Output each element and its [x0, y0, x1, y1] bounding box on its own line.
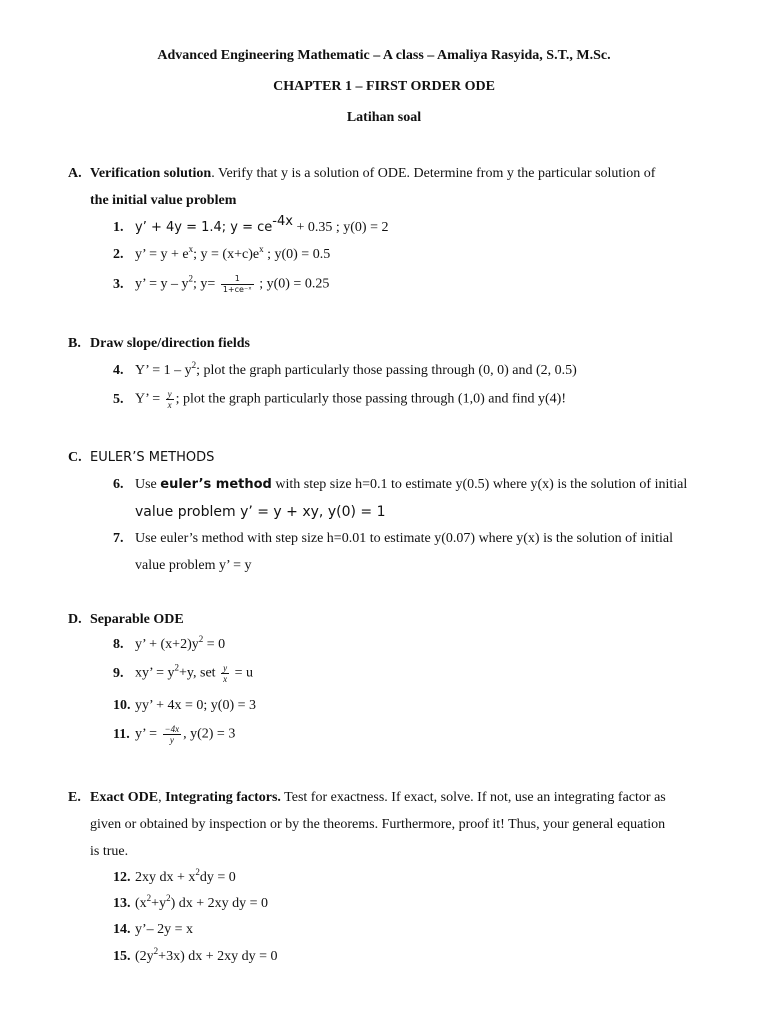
equation-text: 2xy dx + x: [135, 870, 196, 885]
equation-text: = u: [231, 665, 253, 681]
fraction: [221, 274, 254, 295]
problem-number: 2.: [113, 247, 124, 262]
superscript: 2: [146, 893, 152, 903]
equation-text: dy = 0: [199, 870, 236, 885]
problem-14: [113, 922, 193, 938]
chapter-title: CHAPTER 1 – FIRST ORDER ODE: [273, 79, 495, 94]
problem-text: with step size h=0.1 to estimate y(0.5) where y(x) is the solution of initial: [271, 477, 688, 492]
section-e-heading: [68, 790, 666, 806]
equation-text: +y: [151, 896, 167, 911]
problem-text: Use: [135, 477, 161, 492]
problem-13: [113, 893, 269, 912]
section-a-letter: A.: [68, 166, 82, 181]
equation-text: y’ = y + e: [135, 247, 189, 262]
equation-text: y’ = y – y: [135, 276, 189, 292]
page-subtitle: Latihan soal: [346, 110, 422, 125]
equation-text: ; y = (x+c)e: [193, 247, 260, 262]
fraction-numerator: 1: [221, 274, 254, 285]
superscript: x: [188, 244, 194, 254]
problem-7: [113, 531, 673, 547]
problem-text: Use euler’s method with step size h=0.01 to estimate y(0.07) where y(x) is the solution of initial: [135, 531, 673, 546]
problem-15: [113, 946, 278, 965]
problem-number: 1.: [113, 220, 124, 235]
equation-text: ) dx + 2xy dy = 0: [170, 896, 269, 911]
equation-text: ; y=: [193, 276, 219, 292]
problem-number: 11.: [113, 726, 130, 742]
equation-text: + 0.35 ; y(0) = 2: [292, 220, 389, 235]
fraction-denominator: x: [223, 674, 228, 684]
equation-text: xy’ = y: [135, 665, 175, 681]
problem-number: 12.: [113, 870, 131, 885]
section-b-title: Draw slope/direction fields: [90, 336, 250, 351]
superscript: 2: [188, 273, 194, 284]
equation-text: (x: [135, 896, 147, 911]
problem-7-line2: value problem y’ = y: [135, 558, 252, 573]
problem-number: 5.: [113, 391, 124, 407]
problem-number: 7.: [113, 531, 124, 546]
superscript: 2: [153, 946, 159, 956]
section-b-letter: B.: [68, 336, 81, 351]
problem-5: [113, 389, 566, 410]
superscript: 2: [195, 867, 200, 877]
problem-4: [113, 360, 577, 379]
problem-number: 15.: [113, 949, 131, 964]
problem-number: 13.: [113, 896, 131, 911]
problem-6: [113, 477, 687, 493]
problem-2: [113, 244, 331, 263]
section-e-letter: E.: [68, 790, 81, 805]
section-c-letter: C.: [68, 450, 82, 465]
equation-text: ; y(0) = 0.5: [263, 247, 331, 262]
problem-3: [113, 274, 329, 295]
superscript: 2: [198, 634, 204, 644]
superscript: -4x: [272, 214, 293, 229]
problem-6-line2: value problem y’ = y + xy, y(0) = 1: [135, 504, 386, 520]
section-b-heading: [68, 336, 250, 352]
problem-number: 4.: [113, 363, 124, 378]
section-e-intro: Test for exactness. If exact, solve. If not, use an integrating factor as: [280, 790, 666, 805]
problem-10: [113, 698, 256, 714]
problem-8: [113, 634, 226, 653]
equation-text: yy’ + 4x = 0; y(0) = 3: [135, 698, 257, 713]
equation-text: +y, set: [179, 665, 220, 681]
section-e-title-b: Integrating factors.: [165, 790, 281, 805]
section-c-title: EULER’S METHODS: [90, 450, 215, 465]
equation-text: +3x) dx + 2xy dy = 0: [158, 949, 278, 964]
problem-number: 9.: [113, 665, 124, 681]
problem-number: 8.: [113, 637, 124, 652]
course-title: Advanced Engineering Mathematic – A class – Amaliya Rasyida, S.T., M.Sc.: [157, 48, 611, 63]
equation-text: Y’ = 1 – y: [135, 363, 192, 378]
problem-number: 6.: [113, 477, 124, 492]
fraction-numerator: −4x: [164, 724, 180, 734]
section-e-intro-line3: is true.: [90, 844, 129, 859]
fraction: [163, 724, 182, 745]
section-d-heading: [68, 612, 184, 628]
superscript: 2: [166, 893, 171, 903]
equation-text: = 0: [203, 637, 226, 652]
fraction-denominator: 1+ce⁻ˣ: [222, 285, 252, 294]
section-c-heading: [68, 450, 214, 466]
fraction-numerator: y: [223, 663, 228, 673]
section-d-letter: D.: [68, 612, 82, 627]
problem-number: 10.: [113, 698, 131, 713]
problem-number: 3.: [113, 276, 124, 292]
problem-12: [113, 867, 236, 886]
section-a-title: Verification solution: [90, 166, 212, 181]
section-e-comma: ,: [158, 790, 166, 805]
fraction: [221, 663, 229, 684]
section-e-intro-line2: given or obtained by inspection or by the theorems. Furthermore, proof it! Thus, your general equation: [90, 817, 666, 832]
problem-9: [113, 663, 253, 684]
superscript: x: [259, 244, 264, 254]
equation-text: y’ + 4y = 1.4; y = ce: [135, 220, 273, 235]
problem-11: [113, 724, 235, 745]
equation-text: (2y: [135, 949, 154, 964]
equation-text: ; y(0) = 0.25: [255, 276, 330, 292]
equation-text: y’ =: [135, 726, 161, 742]
fraction-denominator: x: [167, 400, 172, 410]
section-a-intro: . Verify that y is a solution of ODE. Determine from y the particular solution of: [211, 166, 656, 181]
problem-1: [113, 214, 389, 236]
section-d-title: Separable ODE: [90, 612, 184, 627]
equation-text: Y’ =: [135, 391, 164, 407]
problem-keyword: euler’s method: [160, 477, 272, 492]
equation-text: y’ + (x+2)y: [135, 637, 199, 652]
section-a-intro-line2: the initial value problem: [90, 193, 237, 208]
problem-number: 14.: [113, 922, 131, 937]
fraction: [166, 389, 174, 410]
equation-text: ; plot the graph particularly those passing through (1,0) and find y(4)!: [175, 391, 566, 407]
fraction-denominator: y: [169, 735, 174, 745]
section-a-heading: [68, 166, 655, 182]
equation-text: y’– 2y = x: [135, 922, 194, 937]
superscript: 2: [174, 662, 180, 673]
superscript: 2: [191, 360, 197, 370]
section-e-title-a: Exact ODE: [90, 790, 159, 805]
fraction-numerator: y: [167, 389, 172, 399]
equation-text: , y(2) = 3: [183, 726, 236, 742]
equation-text: ; plot the graph particularly those passing through (0, 0) and (2, 0.5): [196, 363, 577, 378]
